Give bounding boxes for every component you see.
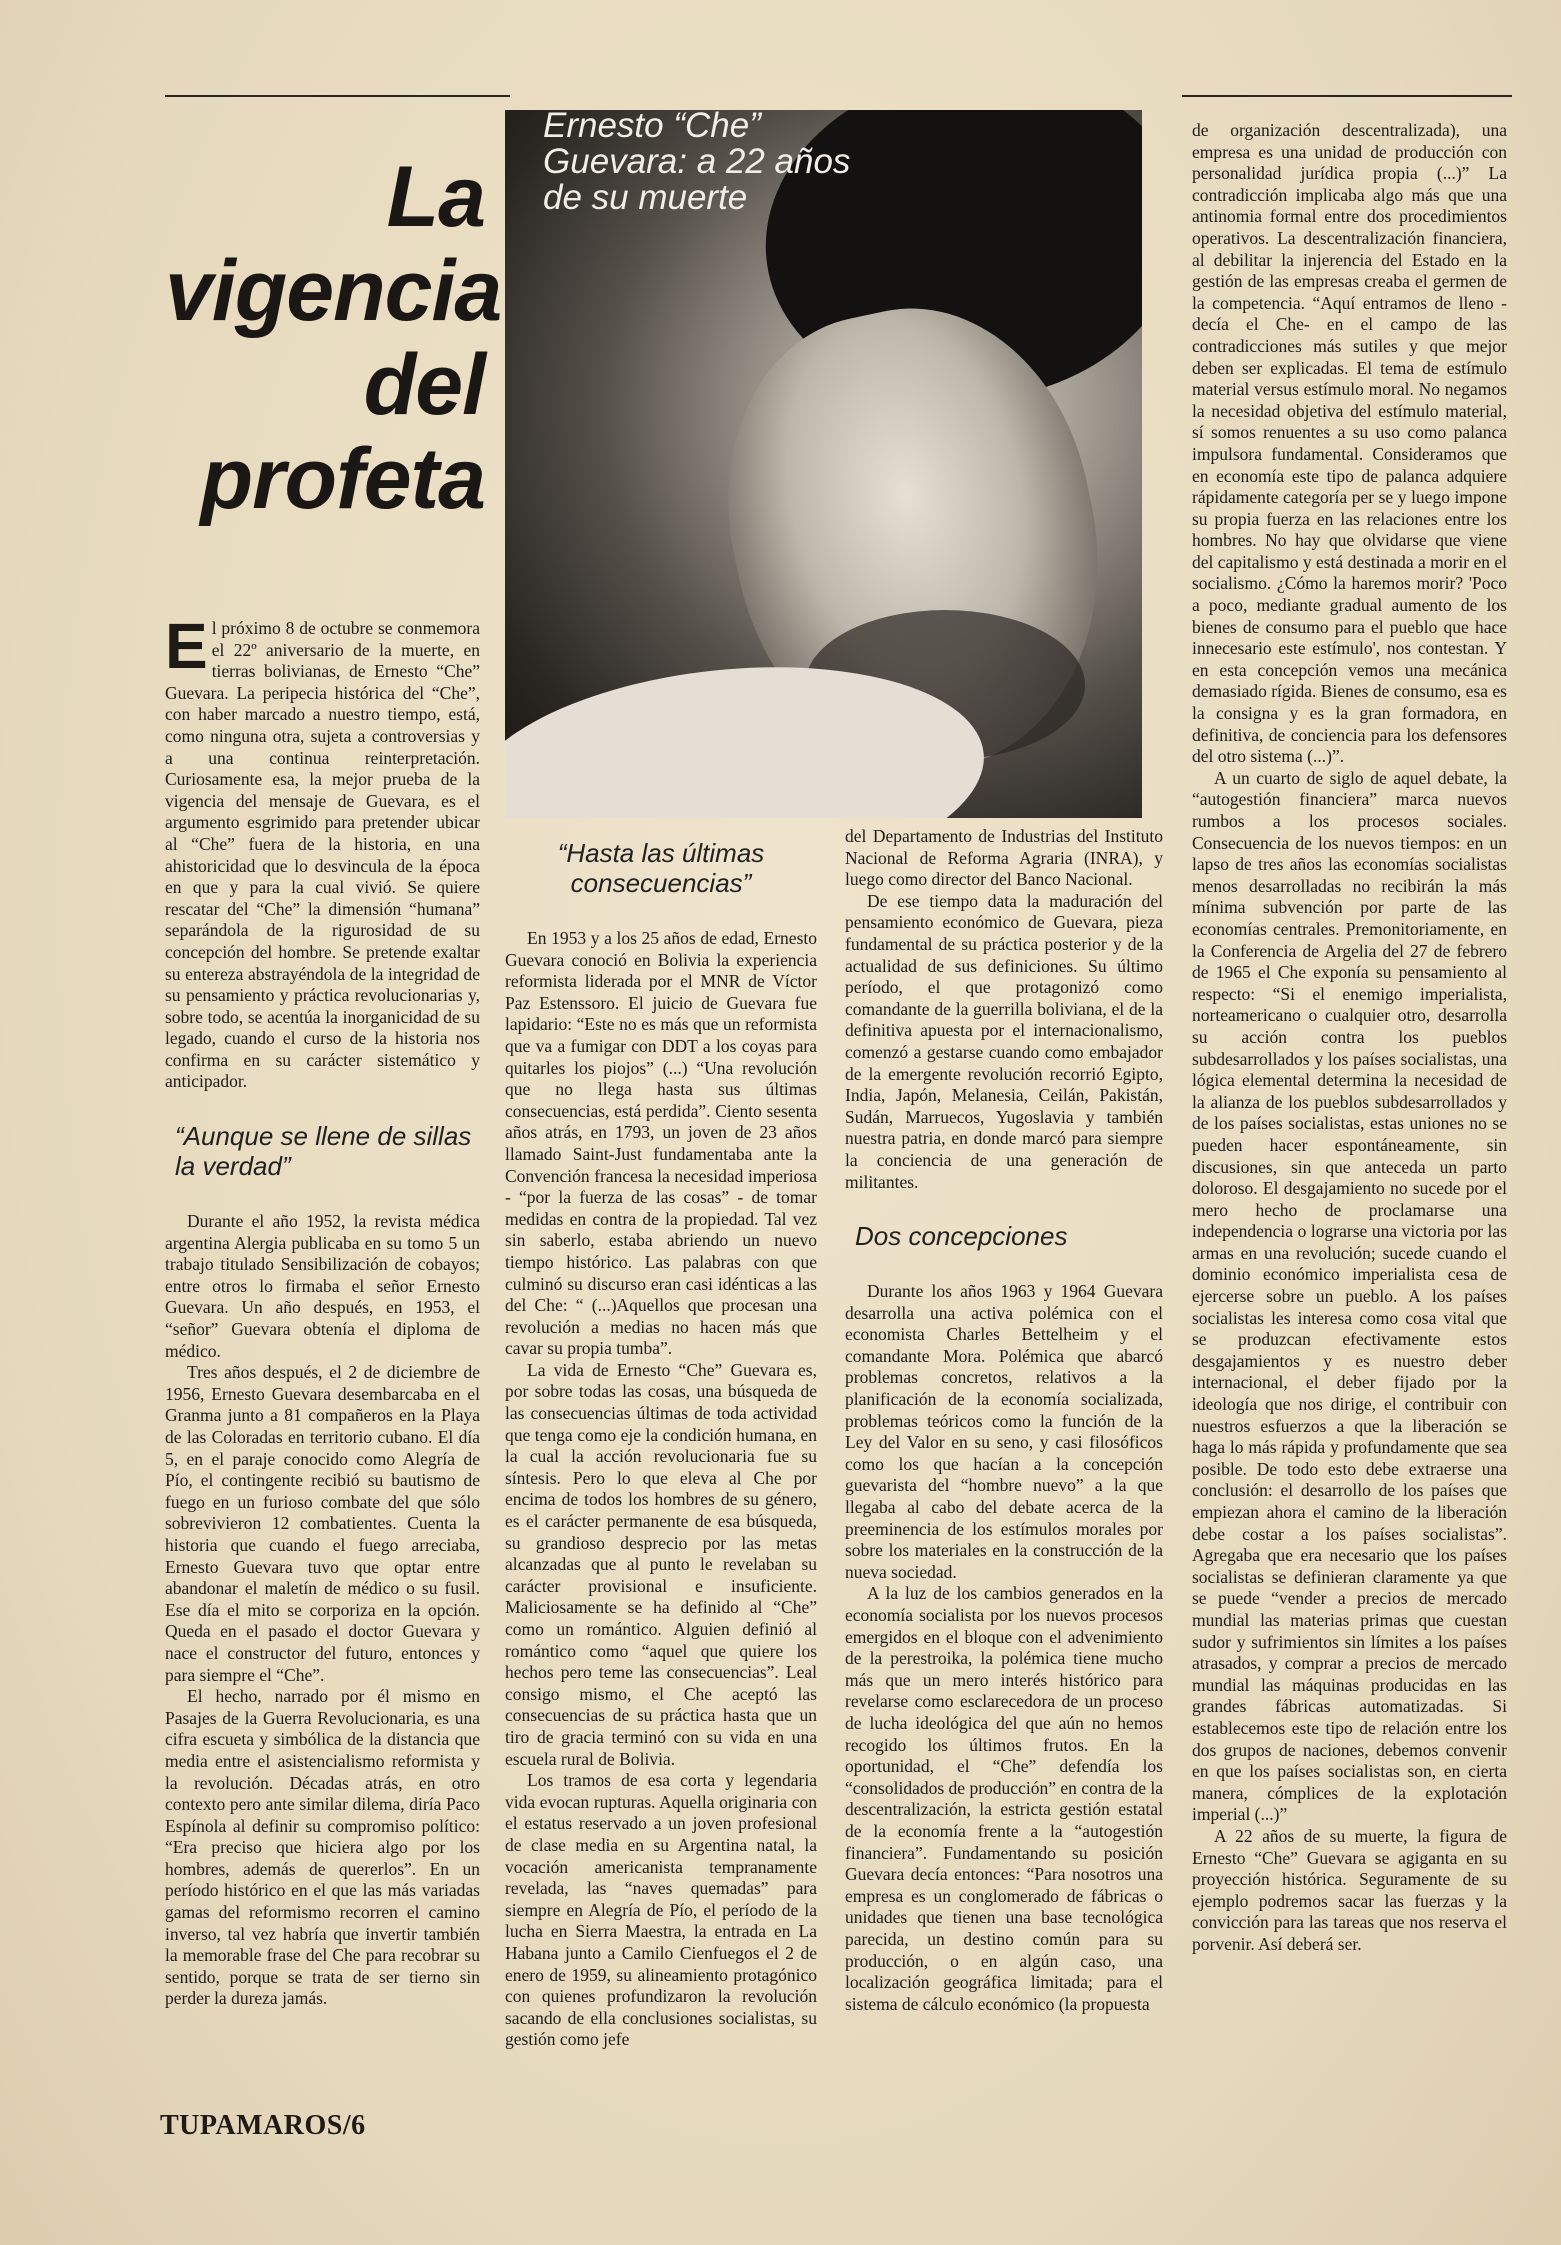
paragraph: Los tramos de esa corta y legendaria vida evocan rupturas. Aquella originaria con el estatus reservado a un joven profesional de clase media en su Argentina natal, la vocación americanista tempranamente revelada, las “naves quemadas” para siempre en Alegría de Pío, el período de la lucha en Sierra Maestra, la entrada en La Habana junto a Camilo Cienfuegos el 2 de enero de 1959, su alineamiento protagónico con quienes profundizaron la revolución sacando de ella conclusiones socialistas, su gestión como jefe bbox=[505, 1770, 817, 2050]
subhead-aunque: “Aunque se llene de sillas la verdad” bbox=[175, 1121, 472, 1182]
paragraph: La vida de Ernesto “Che” Guevara es, por sobre todas las cosas, una búsqueda de las consecuencias últimas de toda actividad que tenga como eje la condición humana, en la cual la acción revolucionaria fue su síntesis. Pero lo que eleva al Che por encima de todos los hombres de su género, es el carácter permanente de esa búsqueda, su grandioso desprecio por las metas alcanzadas que al punto le revelaban su carácter provisional e insuficiente. Maliciosamente se ha definido al “Che” como un romántico. Alguien definió al romántico como “aquel que quiere los hechos pero teme las consecuencias”. Leal consigo mismo, el Che aceptó las consecuencias de su práctica hasta que un tiro de gracia terminó con su vida en una escuela rural de Bolivia. bbox=[505, 1359, 817, 1769]
paragraph: A un cuarto de siglo de aquel debate, la “autogestión financiera” marca nuevos rumbos a los procesos sociales. Consecuencia de los nuevos tiempos: en un lapso de tres años las economías socialistas menos desarrolladas no recibirán la más mínima subvención por parte de las economías centrales. Premonitoriamente, en la Conferencia de Argelia del 27 de febrero de 1965 el Che exponía su pensamiento al respecto: “Si el enemigo imperialista, norteamericano o cualquier otro, desarrolla su acción contra los pueblos subdesarrollados y los países socialistas, una lógica elemental determina la necesidad de la alianza de los pueblos subdesarrollados y de los países socialistas, estas uniones no se pueden hacer espontáneamente, sin discusiones, sin que anteceda un parto doloroso. El desgajamiento no sucede por el mero hecho de proclamarse una independencia o lograrse una victoria por las armas en una revolución; sucede cuando el dominio económico imperialista cesa de ejercerse sobre un pueblo. A los países socialistas les interesa como cosa vital que se produzcan efectivamente estos desgajamientos y es nuestro deber internacional, el deber fijado por la ideología que nos dirige, el contribuir con nuestros esfuerzos a que la liberación se haga lo más rápida y profundamente que sea posible. De todo esto debe extraerse una conclusión: el desarrollo de los países que empiezan ahora el camino de la liberación debe costar a los países socialistas”. Agregaba que era necesario que los países socialistas se definieran claramente ya que se puede “vender a precios de mercado mundial las materias primas que cuestan sudor y sufrimientos sin límites a los países atrasados, y comprar a precios de mercado mundial las máquinas producidas en las grandes fábricas automatizadas. Si establecemos este tipo de relación entre los dos grupos de naciones, debemos convenir en que los países socialistas son, en cierta manera, cómplices de la explotación imperial (...)” bbox=[1192, 767, 1507, 1825]
paragraph: de organización descentralizada), una empresa es una unidad de producción con personalidad jurídica propia (...)” La contradicción implicaba algo más que una antinomia formal entre dos procedimientos operativos. La descentralización financiera, al debilitar la injerencia del Estado en la gestión de las empresas creaba el germen de la competencia. “Aquí entramos de lleno -decía el Che- en el campo de las contradicciones más sutiles y que mejor deben ser explicadas. El tema de estímulo material versus estímulo moral. No negamos la necesidad objetiva del estímulo material, sí somos renuentes a su uso como palanca impulsora fundamental. Consideramos que en economía este tipo de palanca adquiere rápidamente categoría per se y luego impone su propia fuerza en las relaciones entre los hombres. No hay que olvidarse que viene del capitalismo y está destinada a morir en el socialismo. ¿Cómo la haremos morir? 'Poco a poco, mediante gradual aumento de los bienes de consumo para el pueblo que hace innecesario este estímulo', nos contestan. Y en esta concepción vemos una mecánica demasiado rígida. Bienes de consumo, esa es la consigna y es la gran formadora, en definitiva, de conciencia para los defensores del otro sistema (...)”. bbox=[1192, 120, 1507, 767]
subhead-hasta: “Hasta las últimas consecuencias” bbox=[557, 838, 765, 898]
paragraph: En 1953 y a los 25 años de edad, Ernesto Guevara conoció en Bolivia la experiencia reformista liderada por el MNR de Víctor Paz Estenssoro. El juicio de Guevara fue lapidario: “Este no es más que un reformista que va a fumigar con DDT a los coyas para quitarles los piojos” (...) “Una revolución que no llega hasta sus últimas consecuencias, está perdida”. Ciento sesenta años atrás, en 1793, un joven de 23 años llamado Saint-Just fundamentaba ante la Convención francesa la necesidad imperiosa - “por la fuerza de las cosas” - de tomar medidas en contra de la propiedad. Tal vez sin saberlo, estaba abriendo un nuevo tiempo histórico. Las palabras con que culminó su discurso eran casi idénticas a las del Che: “ (...)Aquellos que procesan una revolución a medias no hacen más que cavar su propia tumba”. bbox=[505, 928, 817, 1359]
che-guevara-photo bbox=[505, 110, 1142, 818]
paragraph: A la luz de los cambios generados en la economía socialista por los nuevos procesos emergidos en el bloque con el advenimiento de la perestroika, la polémica tiene mucho más que un mero interés histórico para revelarse como esclarecedora de un proceso de lucha ideológica del que aún no hemos recogido los últimos frutos. En la oportunidad, el “Che” defendía los “consolidados de producción” en contra de la descentralización, la estricta gestión estatal de la economía frente a la “autogestión financiera”. Fundamentando su posición Guevara decía entonces: “Para nosotros una empresa es un conglomerado de fábricas o unidades que tienen una base tecnológica parecida, un destino común para su producción, o en algún caso, una localización geográfica limitada; para el sistema de cálculo económico (la propuesta bbox=[845, 1583, 1163, 2014]
top-rule-right bbox=[1182, 95, 1512, 97]
column-4 bbox=[1192, 120, 1507, 1955]
paragraph: del Departamento de Industrias del Instituto Nacional de Reforma Agraria (INRA), y luego como director del Banco Nacional. bbox=[845, 826, 1163, 890]
column-2 bbox=[505, 822, 817, 2051]
drop-cap: E bbox=[165, 610, 208, 682]
title-line-3: del bbox=[363, 337, 485, 433]
title-line-2: vigencia bbox=[165, 243, 502, 339]
title-line-4: profeta bbox=[200, 431, 485, 527]
paragraph: Tres años después, el 2 de diciembre de 1956, Ernesto Guevara desembarcaba en el Granma junto a 81 compañeros en la Playa de las Coloradas en territorio cubano. El día 5, en el paraje conocido como Alegría de Pío, el contingente recibió su bautismo de fuego en un furioso combate del que sólo sobrevivieron 12 combatientes. Cuenta la historia que cuando el fuego arreciaba, Ernesto Guevara tuvo que optar entre abandonar el maletín de médico o su fusil. Ese día el mito se corporiza en la opción. Queda en el pasado el doctor Guevara y nace el constructor del futuro, entonces y para siempre el “Che”. bbox=[165, 1362, 480, 1685]
paragraph: El hecho, narrado por él mismo en Pasajes de la Guerra Revolucionaria, es una cifra escueta y simbólica de la distancia que media entre el asistencialismo reformista y la revolución. Décadas atrás, en otro contexto pero ante similar dilema, diría Paco Espínola al definir su compromiso político: “Era preciso que hiciera algo por los hombres, además de quererlos”. En un período histórico en el que las más variadas gamas del reformismo recorren el camino inverso, tal vez habría que invertir también la memorable frase del Che para recobrar su sentido, porque se trata de ser tierno sin perder la dureza jamás. bbox=[165, 1686, 480, 2009]
subhead-dos-concepciones: Dos concepciones bbox=[855, 1221, 1068, 1252]
title-line-1: La bbox=[386, 149, 485, 245]
top-rule-left bbox=[165, 95, 510, 97]
intro-text: l próximo 8 de octubre se conmemora el 22º aniversario de la muerte, en tierras bolivianas, de Ernesto “Che” Guevara. La peripecia histórica del “Che”, con haber marcado a nuestro tiempo, está, como ninguna otra, sujeta a controversias y a una continua reinterpretación. Curiosamente esa, la mejor prueba de la vigencia del mensaje de Guevara, es el argumento esgrimido para pretender ubicar al “Che” fuera de la historia, en una ahistoricidad que lo desvincula de la época en que y para la cual vivió. Se quiere rescatar del “Che” la dimensión “humana” separándola de la rigurosidad de su concepción del hombre. Se pretende exaltar su entereza abstrayéndola de la integridad de su pensamiento y práctica revolucionarias y, sobre todo, se acentúa la inorganicidad de su legado, cuando el curso de la historia nos confirma en su carácter sistemático y anticipador. bbox=[165, 618, 480, 1092]
paragraph: Durante el año 1952, la revista médica argentina Alergia publicaba en su tomo 5 un trabajo titulado Sensibilización de cobayos; entre otros lo firmaba el señor Ernesto Guevara. Un año después, en 1953, el “señor” Guevara obtenía el diploma de médico. bbox=[165, 1211, 480, 1361]
column-1 bbox=[165, 610, 480, 2010]
page-footer: TUPAMAROS/6 bbox=[160, 2110, 366, 2141]
paragraph: A 22 años de su muerte, la figura de Ernesto “Che” Guevara se agiganta en su proyección histórica. Seguramente de su ejemplo podremos sacar las fuerzas y la convicción para las tareas que nos reserva el porvenir. Así deberá ser. bbox=[1192, 1825, 1507, 1954]
column-3 bbox=[845, 826, 1163, 2015]
photo-caption: Ernesto “Che” Guevara: a 22 años de su muerte bbox=[543, 110, 851, 217]
paragraph: De ese tiempo data la maduración del pensamiento económico de Guevara, pieza fundamental de su práctica posterior y de la actualidad de sus definiciones. Su último período, el que protagonizó como comandante de la guerrilla boliviana, el de la definitiva apuesta por el internacionalismo, comenzó a gestarse cuando como embajador de la emergente revolución recorrió Egipto, India, Japón, Melanesia, Ceilán, Pakistán, Sudán, Marruecos, Yugoslavia y también nuestra patria, en donde marcó para siempre la conciencia de una generación de militantes. bbox=[845, 890, 1163, 1192]
intro-paragraph bbox=[165, 610, 480, 1093]
article-title bbox=[165, 149, 502, 527]
paragraph: Durante los años 1963 y 1964 Guevara desarrolla una activa polémica con el economista Charles Bettelheim y el comandante Mora. Polémica que abarcó problemas concretos, relativos a la planificación de la economía socializada, problemas teóricos como la función de la Ley del Valor en su seno, y casi filosóficos como los que hacían a la concepción guevarista del “hombre nuevo” a la que llegaba al cabo del debate acerca de la preeminencia de los estímulos morales por sobre los materiales en la construcción de la nueva sociedad. bbox=[845, 1281, 1163, 1582]
